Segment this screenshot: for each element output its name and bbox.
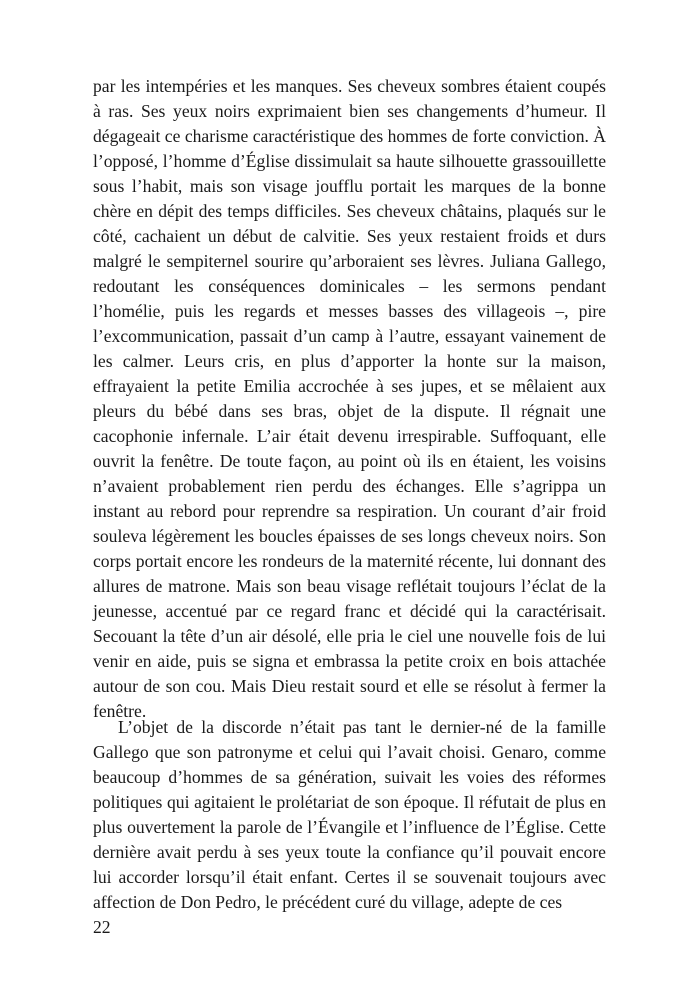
body-paragraph-1: par les intempéries et les manques. Ses cheveux sombres étaient coupés à ras. Ses yeux noirs exprimaient bien ses changements d’humeur. Il dégageait ce charisme caractéristique des hommes de forte conviction. À l’opposé, l’homme d’Église dissimulait sa haute silhouette grassouillette sous l’habit, mais son visage joufflu portait les marques de la bonne chère en dépit des temps difficiles. Ses cheveux châtains, plaqués sur le côté, cachaient un début de calvitie. Ses yeux restaient froids et durs malgré le sempiternel sourire qu’arboraient ses lèvres. Juliana Gallego, redoutant les conséquences dominicales – les sermons pendant l’homélie, puis les regards et messes basses des villageois –, pire l’excommunication, passait d’un camp à l’autre, essayant vainement de les calmer. Leurs cris, en plus d’apporter la honte sur la maison, effrayaient la petite Emilia accrochée à ses jupes, et se mêlaient aux pleurs du bébé dans ses bras, objet de la dispute. Il régnait une cacophonie infernale. L’air était devenu irrespirable. Suffoquant, elle ouvrit la fenêtre. De toute façon, au point où ils en étaient, les voisins n’avaient probablement rien perdu des échanges. Elle s’agrippa un instant au rebord pour reprendre sa respiration. Un courant d’air froid souleva légèrement les boucles épaisses de ses longs cheveux noirs. Son corps portait encore les rondeurs de la maternité récente, lui donnant des allures de matrone. Mais son beau visage reflétait toujours l’éclat de la jeunesse, accentué par ce regard franc et décidé qui la caractérisait. Secouant la tête d’un air désolé, elle pria le ciel une nouvelle fois de lui venir en aide, puis se signa et embrassa la petite croix en bois attachée autour de son cou. Mais Dieu restait sourd et elle se résolut à fermer la fenêtre. xyxy=(93,76,606,721)
page-number: 22 xyxy=(93,917,111,937)
body-paragraph-2: L’objet de la discorde n’était pas tant le dernier-né de la famille Gallego que son patronyme et celui qui l’avait choisi. Genaro, comme beaucoup d’hommes de sa génération, suivait les voies des réformes politiques qui agitaient le prolétariat de son époque. Il réfutait de plus en plus ouvertement la parole de l’Évangile et l’influence de l’Église. Cette dernière avait perdu à ses yeux toute la confiance qu’il pouvait encore lui accorder lorsqu’il était enfant. Certes il se souvenait toujours avec affection de Don Pedro, le précédent curé du village, adepte de ces xyxy=(93,717,606,912)
